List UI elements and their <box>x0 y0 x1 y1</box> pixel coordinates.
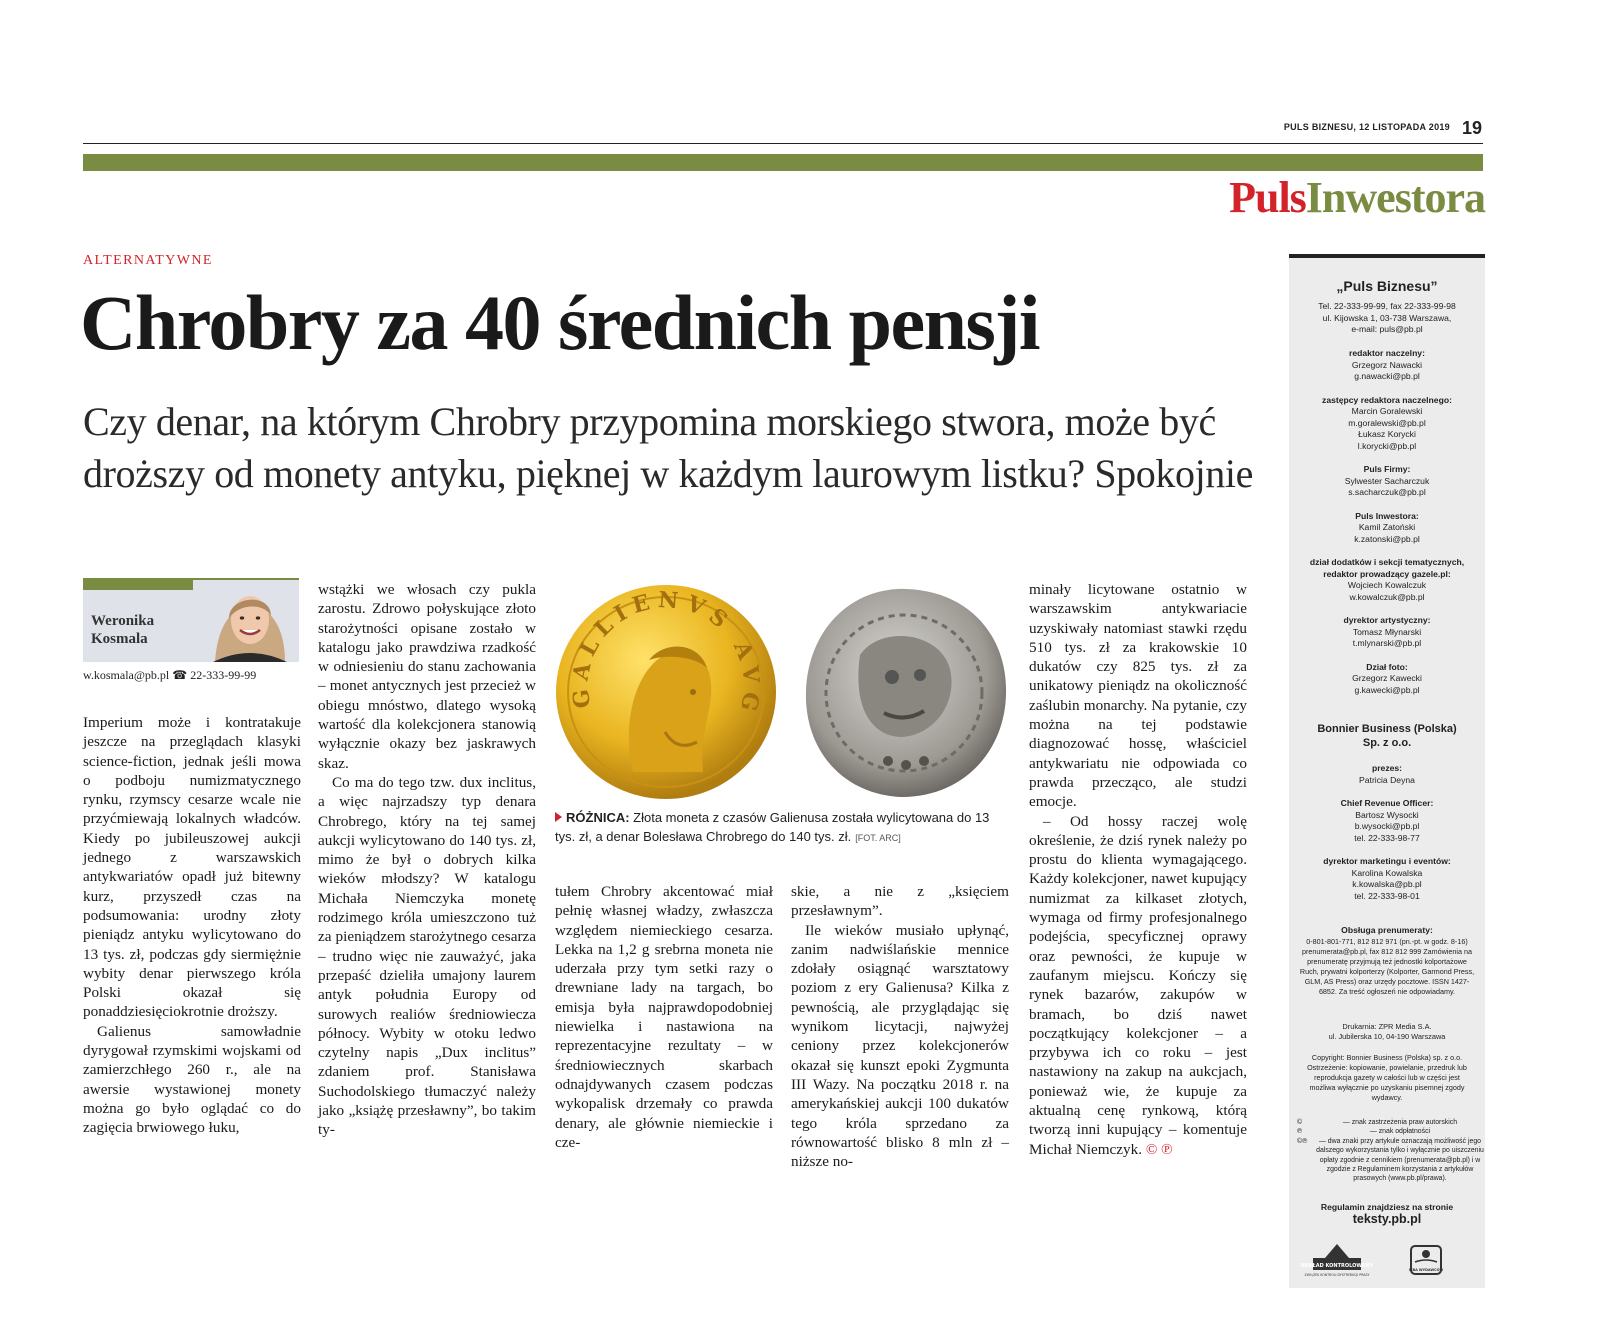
staff-email[interactable]: t.mlynarski@pb.pl <box>1352 638 1422 648</box>
staff-entry <box>1289 464 1485 499</box>
caption-text: Złota moneta z czasów Galienusa została wylicytowana do 13 tys. zł, a denar Bolesława Chrobrego do 140 tys. zł. <box>555 810 990 844</box>
article-column-1 <box>83 713 301 1138</box>
end-marks: © ℗ <box>1145 1140 1173 1158</box>
rules-info <box>1289 1202 1485 1225</box>
silver-denar-photo <box>800 585 1012 801</box>
rules-link[interactable]: teksty.pb.pl <box>1352 1211 1422 1226</box>
management-role: Chief Revenue Officer: <box>1340 798 1434 808</box>
publisher-name: Bonnier Business (Polska) Sp. z o.o. <box>1317 723 1457 749</box>
legend-text: — znak zastrzeżenia praw autorskich <box>1342 1119 1458 1126</box>
page-number: 19 <box>1462 118 1483 138</box>
subscription-head: Obsługa prenumeraty: <box>1341 925 1433 935</box>
staff-email[interactable]: w.kowalczuk@pb.pl <box>1349 591 1425 602</box>
staff-entry <box>1289 511 1485 546</box>
author-phone: 22-333-99-99 <box>190 668 257 682</box>
both-marks-icon: ©℗ <box>1297 1137 1308 1145</box>
legend-row <box>1289 1118 1485 1127</box>
section-brand <box>1229 173 1485 222</box>
contact-line: ul. Kijowska 1, 03-738 Warszawa, <box>1322 312 1452 323</box>
issue-date: PULS BIZNESU, 12 LISTOPADA 2019 <box>1283 122 1450 132</box>
management-name: Karolina Kowalska <box>1351 867 1423 878</box>
photo-caption <box>555 808 1010 848</box>
management-email[interactable]: b.wysocki@pb.pl <box>1354 821 1420 831</box>
staff-email[interactable]: m.goralewski@pb.pl <box>1348 417 1426 428</box>
article-column-4 <box>791 882 1009 1171</box>
masthead-title: „Puls Biznesu” <box>1336 278 1438 294</box>
author-contact <box>83 668 256 683</box>
staff-name: Kamil Zatoński <box>1358 522 1416 532</box>
printing-line: Drukarnia: ZPR Media S.A. <box>1342 1022 1432 1031</box>
staff-email[interactable]: s.sacharczuk@pb.pl <box>1348 487 1426 497</box>
management-name: Bartosz Wysocki <box>1355 809 1419 820</box>
header-rule <box>83 143 1483 144</box>
rules-label: Regulamin znajdziesz na stronie <box>1320 1202 1454 1212</box>
legend-text: — dwa znaki przy artykule oznaczają możliwość jego dalszego wykorzystania tylko i wyłącznie po uiszczeniu opłaty zgodnie z cennikiem (prenumerata@pb.pl) i w zgodzie z Regulaminem korzystania z artykułów prasowych (www.pb.pl/prawa). <box>1316 1137 1484 1183</box>
marks-legend <box>1289 1118 1485 1184</box>
article-column-5 <box>1029 580 1247 1159</box>
author-photo <box>193 580 299 662</box>
staff-role: dyrektor artystyczny: <box>1343 615 1431 625</box>
paragraph <box>1029 812 1247 1159</box>
paragraph: tułem Chrobry akcentować miał pełnię własnej władzy, zwłaszcza względem niemieckiego cesarza. Lekka na 1,2 g srebrna moneta nie uderzała przy tym setki razy o drewniane lady na targach, bo emisja była najprawdopodobniej niewielka i nastawiona na reprezentacyjne rezultaty – w średniowiecznych skarbach odnajdywanych czasem podczas wykopalisk drzemały co prawda denary, ale głównie niemieckie i cze- <box>555 883 773 1151</box>
author-email[interactable]: w.kosmala@pb.pl <box>83 668 170 682</box>
publishers-chamber-logo <box>1409 1246 1444 1274</box>
staff-entry <box>1289 348 1485 383</box>
paragraph: Galienus samowładnie dyrygował rzymskimi wojskami od zamierzchłego 260 r., ale na awersie wystawionej monety można go było oglądać co do zagięcia brwiowego łuku, <box>83 1022 301 1137</box>
staff-name: Marcin Goralewski <box>1351 406 1423 416</box>
logo-left-subtext: ZWIĄZEK KONTROLI DYSTRYBUCJI PRASY <box>1304 1273 1370 1277</box>
paragraph: wstążki we włosach czy pukla zarostu. Zdrowo połyskujące złoto starożytności opisane zostało w katalogu jako prawdziwa rzadkość w odniesieniu do stanu zachowania – monet antycznych jest przecież w obiegu mnóstwo, dlatego wysoką wartość dla kolekcjonera stanowią wyłącznie okazy bez jaskrawych skaz. <box>318 581 536 772</box>
printing-line: ul. Jubilerska 10, 04-190 Warszawa <box>1328 1032 1446 1041</box>
gold-coin-legend: GALLIENVS AVG <box>567 586 765 721</box>
staff-email[interactable]: l.korycki@pb.pl <box>1357 440 1417 451</box>
legend-text: — znak odpłatności <box>1369 1128 1431 1136</box>
staff-role: zastępcy redaktora naczelnego: <box>1322 394 1452 405</box>
logo-right-text: IZBA WYDAWCÓW <box>1408 1268 1444 1272</box>
contact-line[interactable]: e-mail: puls@pb.pl <box>1351 324 1423 334</box>
management-role: dyrektor marketingu i eventów: <box>1323 856 1451 866</box>
staff-name: Grzegorz Kawecki <box>1352 673 1422 683</box>
gold-coin-photo <box>553 582 779 802</box>
sidebar-logos <box>1289 1240 1485 1282</box>
copyright-mark-icon: © <box>1297 1119 1303 1126</box>
contact-line: Tel. 22-333-99-99, fax 22-333-99-98 <box>1318 301 1456 311</box>
staff-role: dział dodatków i sekcji tematycznych, redaktor prowadzący gazele.pl: <box>1309 557 1465 579</box>
kicker: ALTERNATYWNE <box>83 253 213 268</box>
copyright-info: Copyright: Bonnier Business (Polska) sp. z o.o. Ostrzeżenie: kopiowanie, powielanie, przedruk lub reprodukcja gazety w całości lub w części jest możliwa wyłącznie po uzyskaniu pisemnej zgody wydawcy. <box>1307 1053 1467 1102</box>
lead: Czy denar, na którym Chrobry przypomina morskiego stwora, może być droższy od monety antyku, pięknej w każdym laurowym listku? Spokojnie <box>83 399 1253 496</box>
logo-left-text: NAKŁAD KONTROLOWANY <box>1300 1263 1374 1269</box>
brand-part-green: Inwestora <box>1305 173 1485 222</box>
staff-email[interactable]: g.nawacki@pb.pl <box>1354 371 1420 381</box>
staff-entry <box>1289 662 1485 697</box>
brand-part-red: Puls <box>1229 173 1306 222</box>
staff-email[interactable]: g.kawecki@pb.pl <box>1354 684 1420 695</box>
author-first-name: Weronika <box>91 613 155 629</box>
phone-icon: ☎ <box>172 668 188 682</box>
paragraph: minały licytowane ostatnio w warszawskim antykwariacie uzyskiwały natomiast stawki rzędu 510 tys. zł za krakowskie 10 dukatów czy 825 tys. zł za unikatowy pieniądz na okoliczność zaślubin monarchy. Na pytanie, czy można na tej podstawie diagnozować hossę, właściciel antykwariatu nie odpowiada co prawda przecząco, ale studzi emocje. <box>1029 581 1247 811</box>
staff-entry <box>1289 395 1485 453</box>
management-phone: tel. 22-333-98-77 <box>1354 832 1420 843</box>
paid-mark-icon: ℗ <box>1297 1128 1303 1136</box>
management-email[interactable]: k.kowalska@pb.pl <box>1352 879 1422 889</box>
staff-role: redaktor naczelny: <box>1349 348 1425 358</box>
article-column-3 <box>555 882 773 1152</box>
legend-row <box>1289 1137 1485 1184</box>
management-name: Patricia Deyna <box>1359 774 1415 785</box>
masthead-contact <box>1289 301 1485 336</box>
staff-entry <box>1289 615 1485 650</box>
staff-name: Grzegorz Nawacki <box>1351 359 1423 370</box>
staff-name: Wojciech Kowalczuk <box>1347 580 1427 590</box>
subscription-info <box>1289 925 1485 997</box>
section-color-bar <box>83 154 1483 171</box>
staff-email[interactable]: k.zatonski@pb.pl <box>1354 533 1420 544</box>
management-role: prezes: <box>1371 763 1403 773</box>
paragraph: Imperium może i kontratakuje jeszcze na przeglądach klasyki science-fiction, jednak jeśli mowa o podboju numizmatycznego rynku, rzymscy cesarze wcale nie przyćmiewają lokalnych władców. Kiedy po jubileuszowej aukcji jednego z warszawskich antykwariatów opadł już bitewny kurz, przyszedł czas na podsumowania: urodny złoty pieniądz antyku wylicytowano do 13 tys. zł, podczas gdy siermiężnie wybity denar pierwszego króla Polski okazał się ponaddziesięciokrotnie droższy. <box>83 714 301 1021</box>
paragraph-text: – Od hossy raczej wolę określenie, że dziś rynek należy po prostu do klienta wymagającego. Każdy kolekcjoner, nawet kupujący numizmat za kilkaset złotych, wymaga od firmy profesjonalnego podejścia, specyficznej oprawy oraz pewności, że kupuje w zaufanym miejscu. Kończy się rynek bazarów, zakupów w bramach, bo dziś nawet początkujący kolekcjoner – a przybywa ich co roku – jest nastawiony na zakup na aukcjach, ponieważ wie, że kupuje za aktualną cenę rynkową, którą tworzą inni kupujący – komentuje Michał Niemczyk. <box>1029 812 1247 1158</box>
staff-entry <box>1289 557 1485 603</box>
paragraph: skie, a nie z „księciem przesławnym”. <box>791 883 1009 920</box>
subscription-text: 0-801-801-771, 812 812 971 (pn.-pt. w godz. 8-16) prenumerata@pb.pl, fax 812 812 999 Zamówienia na prenumeratę przyjmują też jednostki kolportażowe Ruch, prywatni kolporterzy (Kolporter, Garmond Press, GLM, AS Press) oraz urzędy pocztowe. ISSN 1427-6852. Za treść ogłoszeń nie odpowiadamy. <box>1299 936 1475 996</box>
caption-label: RÓŻNICA: <box>566 810 630 825</box>
management-phone: tel. 22-333-98-01 <box>1354 890 1420 901</box>
paragraph: Ile wieków musiało upłynąć, zanim nadwiślańskie mennice zdołały osiągnąć warsztatowy poziom z ery Galienusa? Kilka z pewnością, ale przyglądając się wynikom licytacji, najwyżej ceniony przez kolekcjonerów okazał się kunszt epoki Zygmunta III Wazy. Na początku 2018 r. na amerykańskiej aukcji 100 dukatów tego króla sprzedano za równowartość blisko 8 mln zł – niższe no- <box>791 921 1009 1171</box>
author-last-name: Kosmala <box>91 631 148 647</box>
staff-name: Tomasz Młynarski <box>1352 626 1422 637</box>
management-list <box>1289 763 1485 902</box>
photo-credit: [FOT. ARC] <box>855 833 901 843</box>
printing-info <box>1289 1022 1485 1042</box>
caption-arrow-icon <box>555 812 562 822</box>
sidebar-top-rule <box>1289 254 1485 258</box>
management-entry <box>1289 856 1485 902</box>
paragraph: Co ma do tego tzw. dux inclitus, a więc najrzadszy typ denara Chrobrego, który na tej samej aukcji wylicytowano do 140 tys. zł, mimo że był o dobrych kilka wieków młodszy? W katalogu Michała Niemczyka monetę rodzimego króla umieszczono tuż za pieniądzem starożytnego cesarza – trudno więc nie zauważyć, jaka przepaść dzieliła umajony laurem antyk południa Europy od surowych realiów średniowiecza północy. Wybity w otoku ledwo czytelny napis „Dux inclitus” zdaniem prof. Stanisława Suchodolskiego tłumaczyć należy jako „książę przesławny”, bo takim ty- <box>318 773 536 1139</box>
staff-list <box>1289 348 1485 696</box>
staff-name: Łukasz Korycki <box>1358 429 1416 439</box>
staff-role: Puls Inwestora: <box>1355 510 1419 521</box>
staff-role: Puls Firmy: <box>1363 464 1411 474</box>
article-column-2 <box>318 580 536 1140</box>
legend-row <box>1289 1127 1485 1136</box>
controlled-circulation-logo <box>1301 1244 1374 1277</box>
management-entry <box>1289 763 1485 786</box>
headline: Chrobry za 40 średnich pensji <box>80 279 1040 366</box>
staff-name: Sylwester Sacharczuk <box>1344 475 1430 486</box>
staff-role: Dział foto: <box>1366 661 1408 672</box>
management-entry <box>1289 798 1485 844</box>
author-name <box>91 612 191 648</box>
